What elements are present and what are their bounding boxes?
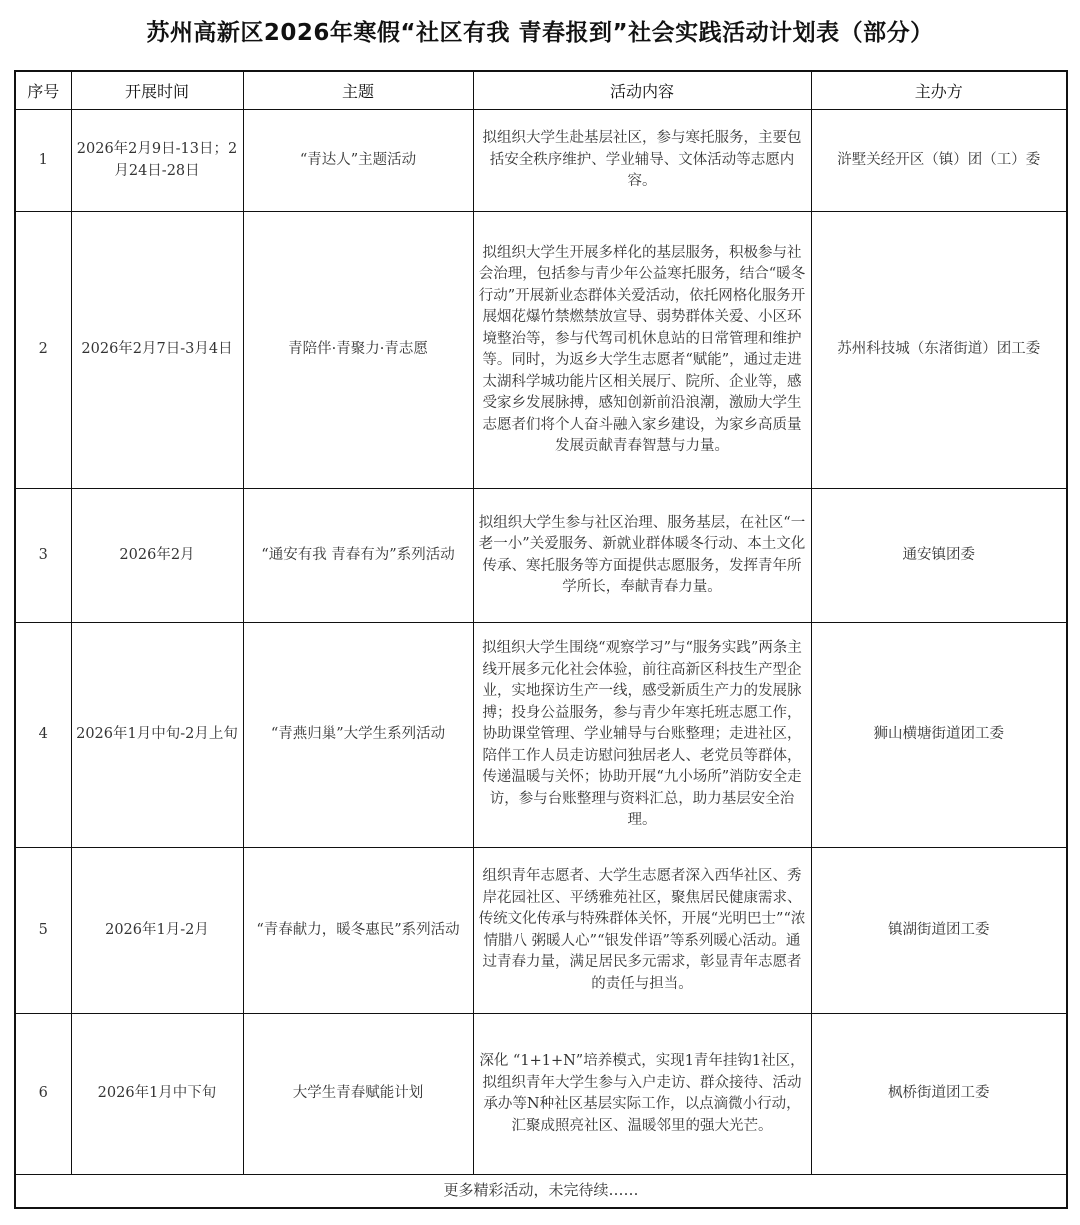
cell-time: 2026年2月9日-13日；2月24日-28日 (71, 110, 243, 212)
cell-organizer: 浒墅关经开区（镇）团（工）委 (811, 110, 1067, 212)
table-row (15, 489, 1067, 623)
cell-theme: “青春献力，暖冬惠民”系列活动 (243, 848, 473, 1014)
cell-content: 组织青年志愿者、大学生志愿者深入西华社区、秀岸花园社区、平绣雅苑社区，聚焦居民健康需求、传统文化传承与特殊群体关怀，开展“光明巴士”“浓情腊八 粥暖人心”“银发伴语”等系列暖心活动。通过青春力量，满足居民多元需求，彰显青年志愿者的责任与担当。 (473, 848, 811, 1014)
table-row (15, 623, 1067, 848)
table-footer-note: 更多精彩活动，未完待续…… (15, 1175, 1067, 1209)
cell-no: 4 (15, 623, 71, 848)
cell-content: 拟组织大学生赴基层社区，参与寒托服务，主要包括安全秩序维护、学业辅导、文体活动等志愿内容。 (473, 110, 811, 212)
activity-plan-table (14, 70, 1068, 1209)
cell-time: 2026年1月-2月 (71, 848, 243, 1014)
cell-time: 2026年1月中下旬 (71, 1014, 243, 1175)
cell-time: 2026年2月7日-3月4日 (71, 212, 243, 489)
cell-no: 5 (15, 848, 71, 1014)
cell-content: 深化 “1+1+N”培养模式，实现1青年挂钩1社区，拟组织青年大学生参与入户走访、群众接待、活动承办等N种社区基层实际工作，以点滴微小行动，汇聚成照亮社区、温暖邻里的强大光芒。 (473, 1014, 811, 1175)
header-theme: 主题 (243, 71, 473, 110)
cell-no: 6 (15, 1014, 71, 1175)
cell-content: 拟组织大学生开展多样化的基层服务，积极参与社会治理，包括参与青少年公益寒托服务，结合“暖冬行动”开展新业态群体关爱活动，依托网格化服务开展烟花爆竹禁燃禁放宣导、弱势群体关爱、小区环境整治等，参与代驾司机休息站的日常管理和维护等。同时，为返乡大学生志愿者“赋能”，通过走进太湖科学城功能片区相关展厅、院所、企业等，感受家乡发展脉搏，感知创新前沿浪潮，激励大学生志愿者们将个人奋斗融入家乡建设，为家乡高质量发展贡献青春智慧与力量。 (473, 212, 811, 489)
header-content: 活动内容 (473, 71, 811, 110)
cell-theme: 大学生青春赋能计划 (243, 1014, 473, 1175)
cell-theme: “青燕归巢”大学生系列活动 (243, 623, 473, 848)
cell-time: 2026年2月 (71, 489, 243, 623)
header-no: 序号 (15, 71, 71, 110)
cell-organizer: 通安镇团委 (811, 489, 1067, 623)
header-time: 开展时间 (71, 71, 243, 110)
cell-time: 2026年1月中旬-2月上旬 (71, 623, 243, 848)
cell-theme: “通安有我 青春有为”系列活动 (243, 489, 473, 623)
table-header-row (15, 71, 1067, 110)
cell-content: 拟组织大学生参与社区治理、服务基层，在社区“一老一小”关爱服务、新就业群体暖冬行动、本土文化传承、寒托服务等方面提供志愿服务，发挥青年所学所长，奉献青春力量。 (473, 489, 811, 623)
page-title: 苏州高新区2026年寒假“社区有我 青春报到”社会实践活动计划表（部分） (146, 20, 934, 46)
table-row (15, 212, 1067, 489)
table-footer-row (15, 1175, 1067, 1209)
cell-no: 1 (15, 110, 71, 212)
cell-organizer: 苏州科技城（东渚街道）团工委 (811, 212, 1067, 489)
table-row (15, 848, 1067, 1014)
table-row (15, 110, 1067, 212)
cell-theme: “青达人”主题活动 (243, 110, 473, 212)
cell-organizer: 枫桥街道团工委 (811, 1014, 1067, 1175)
cell-content: 拟组织大学生围绕“观察学习”与“服务实践”两条主线开展多元化社会体验，前往高新区科技生产型企业，实地探访生产一线，感受新质生产力的发展脉搏；投身公益服务，参与青少年寒托班志愿工作，协助课堂管理、学业辅导与台账整理；走进社区，陪伴工作人员走访慰问独居老人、老党员等群体，传递温暖与关怀；协助开展“九小场所”消防安全走访，参与台账整理与资料汇总，助力基层安全治理。 (473, 623, 811, 848)
table-row (15, 1014, 1067, 1175)
cell-organizer: 狮山横塘街道团工委 (811, 623, 1067, 848)
header-organizer: 主办方 (811, 71, 1067, 110)
cell-no: 2 (15, 212, 71, 489)
cell-organizer: 镇湖街道团工委 (811, 848, 1067, 1014)
cell-theme: 青陪伴·青聚力·青志愿 (243, 212, 473, 489)
cell-no: 3 (15, 489, 71, 623)
